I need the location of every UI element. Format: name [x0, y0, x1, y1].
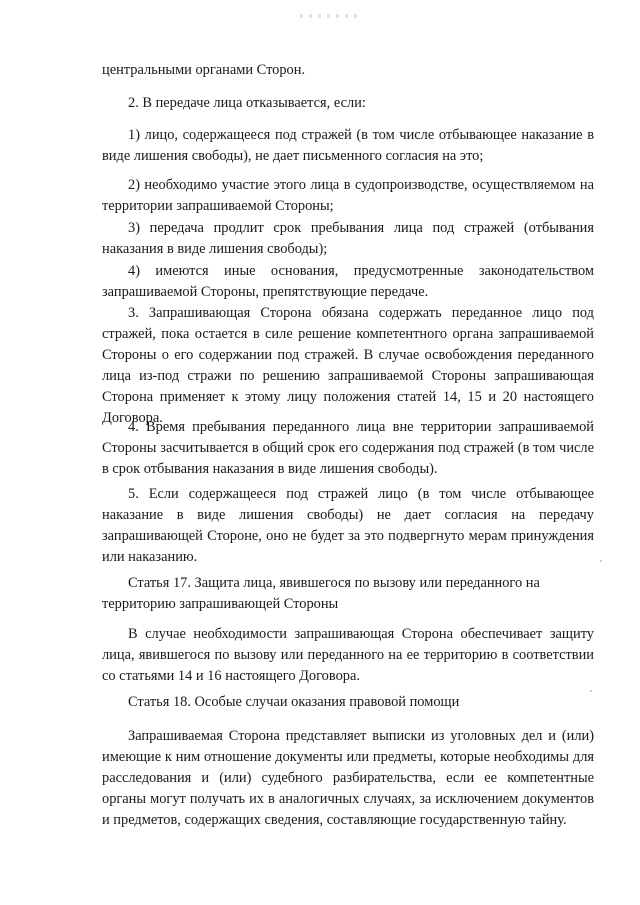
paragraph-clause-3: 3. Запрашивающая Сторона обязана содержать переданное лицо под стражей, пока остается в силе решение компетентного органа запрашиваемой Стороны о его содержании под стражей. В случае освобождения переданного лица из-под стражи по решению запрашиваемой Стороны запрашивающая Сторона применяет к этому лицу положения статей 14, 15 и 20 настоящего Договора.: [102, 305, 594, 426]
paragraph-item-3: 3) передача продлит срок пребывания лица под стражей (отбывания наказания в виде лишения свободы);: [102, 220, 594, 257]
paragraph-clause-5: 5. Если содержащееся под стражей лицо (в том числе отбывающее наказание в виде лишения свободы) не дает согласия на передачу запрашивающей Стороне, оно не будет за это подвергнуто мерам принуждения или наказанию.: [102, 486, 594, 565]
paragraph-clause-2: 2. В передаче лица отказывается, если:: [128, 95, 366, 111]
paragraph-item-1: 1) лицо, содержащееся под стражей (в том числе отбывающее наказание в виде лишения свободы), не дает письменного согласия на это;: [102, 127, 594, 164]
scan-artifact: [300, 14, 360, 18]
paragraph-article-17: В случае необходимости запрашивающая Сторона обеспечивает защиту лица, явившегося по вызову или переданного на ее территорию в соответствии со статьями 14 и 16 настоящего Договора.: [102, 626, 594, 684]
paragraph-item-2: 2) необходимо участие этого лица в судопроизводстве, осуществляемом на территории запрашиваемой Стороны;: [102, 177, 594, 214]
paragraph-continuation: центральными органами Сторон.: [102, 62, 306, 78]
paragraph-article-18: Запрашиваемая Сторона представляет выписки из уголовных дел и (или) имеющие к ним отношение документы или предметы, которые необходимы для расследования и (или) судебного разбирательства, если ее компетентные органы могут получать их в аналогичных случаях, за исключением документов и предметов, содержащих сведения, составляющие государственную тайну.: [102, 728, 594, 828]
article-17-heading: Статья 17. Защита лица, явившегося по вызову или переданного на территорию запрашивающей Стороны: [102, 575, 540, 612]
paragraph-clause-4: 4. Время пребывания переданного лица вне территории запрашиваемой Стороны засчитывается в общий срок его содержания под стражей (в том числе в срок отбывания наказания в виде лишения свободы).: [102, 419, 594, 477]
article-18-heading: Статья 18. Особые случаи оказания правовой помощи: [128, 694, 460, 710]
scan-artifact: [600, 560, 602, 562]
paragraph-item-4: 4) имеются иные основания, предусмотренные законодательством запрашиваемой Стороны, препятствующие передаче.: [102, 263, 594, 300]
